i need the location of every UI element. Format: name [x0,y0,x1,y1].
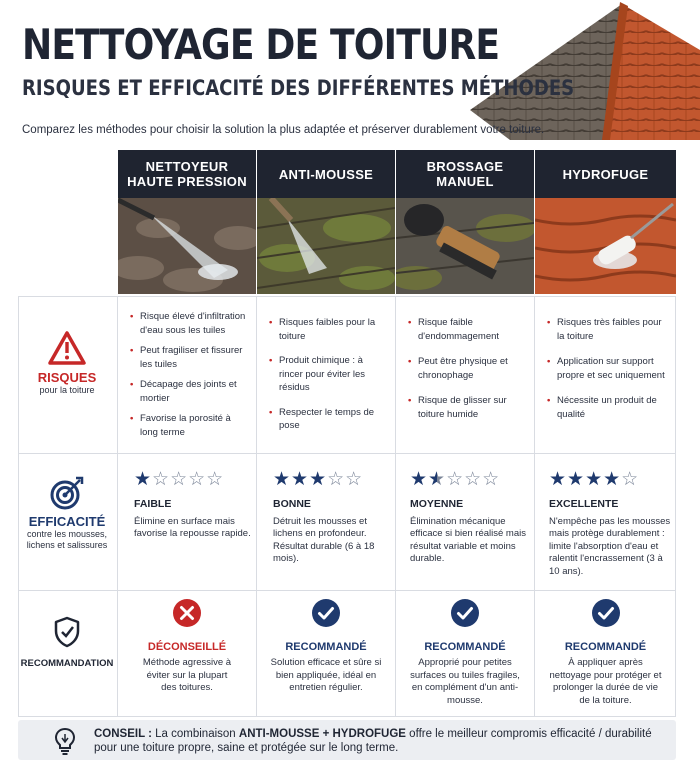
recommendation-desc: Solution efficace et sûre si bien appliquée, idéal en entretien régulier. [270,657,382,693]
rating-stars: ★★★☆☆ [273,469,364,490]
row-label-risks [18,330,116,396]
recommendation-cell-pressure-washer [118,598,256,695]
efficiency-cell-pressure-washer [134,470,252,541]
rating-stars: ★★☆☆☆ [410,469,501,490]
photo-anti-moss [257,198,395,294]
efficiency-desc: Détruit les mousses et lichens en profondeur. Résultat durable (6 à 18 mois). [273,515,375,564]
rating-stars: ★☆☆☆☆ [134,469,225,490]
efficiency-level: MOYENNE [410,498,464,510]
shield-check-icon [53,616,81,648]
tip-highlight: ANTI-MOUSSE + HYDROFUGE [238,728,406,740]
recommendation-cell-anti-moss [257,598,395,695]
photo-manual-brushing [396,198,534,294]
page-subtitle: RISQUES ET EFFICACITÉ DES DIFFÉRENTES MÉTHODES [22,76,575,100]
row-label-efficiency [18,476,116,551]
list-item: • Risque de glisser sur toiture humide [408,394,524,421]
photo-pressure-washer [118,198,256,294]
column-header-manual-brushing: BROSSAGE MANUEL [396,150,534,198]
efficiency-level: BONNE [273,498,311,510]
list-item: • Risque faible d'endommagement [408,316,524,343]
recommendation-cell-manual-brushing [396,598,534,707]
list-item: • Risques très faibles pour la toiture [547,316,667,343]
risks-list-pressure-washer [130,310,250,446]
column-header-anti-moss: ANTI-MOUSSE [257,150,395,198]
risks-subtitle: pour la toiture [39,385,95,395]
roof-illustration [470,0,700,140]
target-icon [50,476,84,510]
rating-stars: ★★★★☆ [549,469,640,490]
tip-label: CONSEIL : [94,728,152,740]
status-badge: RECOMMANDÉ [285,641,367,653]
list-item: • Application sur support propre et sec uniquement [547,355,667,382]
row-label-recommendation [18,616,116,669]
recommendation-desc: Approprié pour petites surfaces ou tuiles fragiles, en complément d'un anti-mousse. [410,657,520,706]
risks-list-anti-moss [269,316,385,440]
efficiency-cell-manual-brushing [410,470,528,566]
list-item: • Peut fragiliser et fissurer les tuiles [130,344,250,371]
list-item: • Nécessite un produit de qualité [547,394,667,421]
efficiency-level: FAIBLE [134,498,172,510]
check-icon [311,598,341,628]
photo-water-repellent [535,198,676,294]
risks-list-manual-brushing [408,316,524,428]
column-header-pressure-washer: NETTOYEUR HAUTE PRESSION [118,150,256,198]
status-badge: DÉCONSEILLÉ [147,641,227,653]
list-item: • Décapage des joints et mortier [130,378,250,405]
risks-list-water-repellent [547,316,667,428]
cross-icon [172,598,202,628]
efficiency-level: EXCELLENTE [549,498,619,510]
recommendation-cell-water-repellent [535,598,676,707]
efficiency-desc: N'empêche pas les mousses mais protège durablement : limite l'absorption d'eau et ralentit l'encrassement (3 à 10 ans). [549,515,671,577]
efficiency-cell-water-repellent [549,470,671,578]
column-header-water-repellent: HYDROFUGE [535,150,676,198]
recommendation-desc: Méthode agressive à éviter sur la plupart des toitures. [142,657,232,693]
efficiency-subtitle: contre les mousses, lichens et salissures [26,529,108,550]
page-title: NETTOYAGE DE TOITURE [22,20,500,69]
check-icon [450,598,480,628]
intro-text: Comparez les méthodes pour choisir la solution la plus adaptée et préserver durablement votre toiture. [22,124,545,136]
recommendation-desc: À appliquer après nettoyage pour protéger et prolonger la durée de vie de la toiture. [549,657,662,706]
efficiency-desc: Élimine en surface mais favorise la repousse rapide. [134,515,251,539]
tip-banner [18,720,676,760]
list-item: • Produit chimique : à rincer pour éviter les résidus [269,354,385,395]
list-item: • Favorise la porosité à long terme [130,412,250,439]
recommendation-title: RECOMMANDATION [20,658,114,669]
list-item: • Respecter le temps de pose [269,406,385,433]
efficiency-desc: Élimination mécanique efficace si bien réalisé mais résultat variable et moins durable. [410,515,526,564]
list-item: • Risques faibles pour la toiture [269,316,385,343]
risks-title: RISQUES [37,370,97,385]
efficiency-cell-anti-moss [273,470,385,566]
list-item: • Peut être physique et chronophage [408,355,524,382]
check-icon [591,598,621,628]
status-badge: RECOMMANDÉ [424,641,506,653]
list-item: • Risque élevé d'infiltration d'eau sous les tuiles [130,310,250,337]
efficiency-title: EFFICACITÉ [28,514,106,529]
warning-icon [47,330,87,366]
tip-text: CONSEIL : La combinaison ANTI-MOUSSE + HYDROFUGE offre le meilleur compromis efficacité / durabilité pour une toiture propre, saine et protégée sur le long terme. [94,728,652,754]
lightbulb-icon [52,726,78,756]
status-badge: RECOMMANDÉ [564,641,647,653]
